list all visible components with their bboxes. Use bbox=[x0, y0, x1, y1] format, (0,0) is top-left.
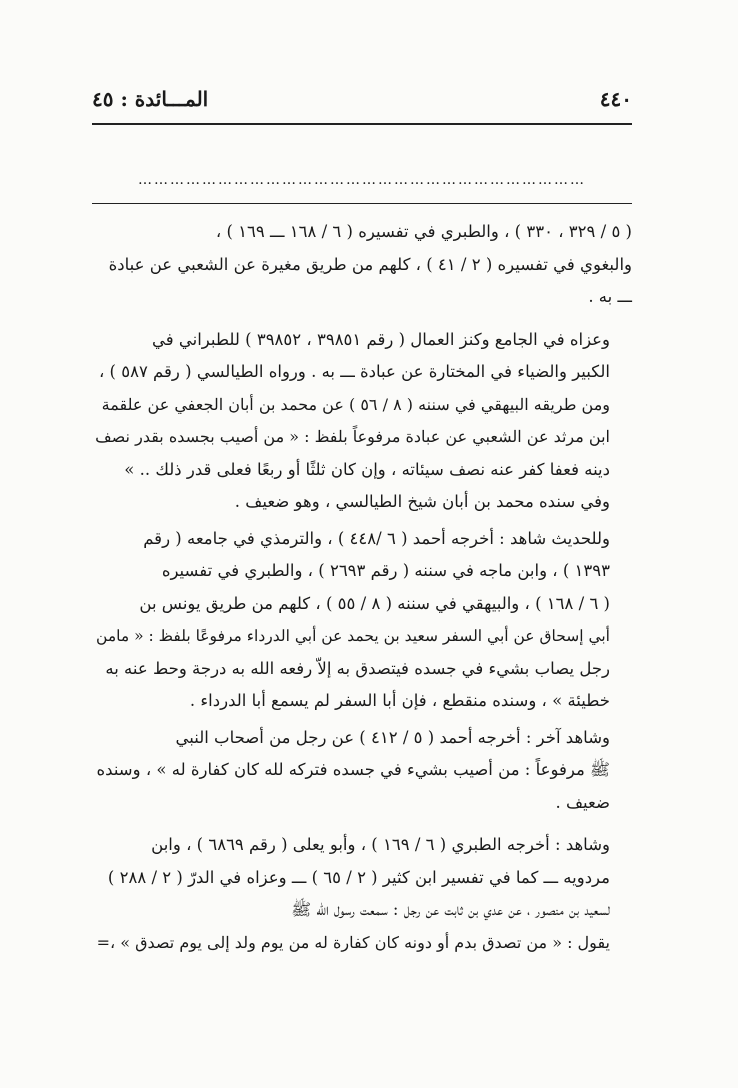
text-line: وشاهد آخر : أخرجه أحمد ( ٥ / ٤١٢ ) عن رجل من أصحاب النبي bbox=[175, 727, 610, 747]
text-line: ومن طريقه البيهقي في سننه ( ٨ / ٥٦ ) عن محمد بن أبان الجعفي عن علقمة bbox=[101, 394, 610, 414]
text-line: ـــ به . bbox=[588, 287, 632, 306]
page-header bbox=[92, 82, 632, 116]
text-line: ( ٦ / ١٦٨ ) ، والبيهقي في سننه ( ٨ / ٥٥ ) ، كلهم من طريق يونس بن bbox=[139, 593, 610, 613]
page-number: ٤٤٠ bbox=[599, 87, 632, 111]
text-line: مردويه ـــ كما في تفسير ابن كثير ( ٢ / ٦٥ ) ـــ وعزاه في الدرّ ( ٢ / ٢٨٨ ) bbox=[107, 867, 610, 887]
text-line: الكبير والضياء في المختارة عن عبادة ـــ به . ورواه الطيالسي ( رقم ٥٨٧ ) ، bbox=[98, 362, 610, 381]
text-line: لسعيد بن منصور ، عن عدي بن ثابت عن رجل : سمعت رسول الله ﷺ bbox=[291, 900, 610, 919]
text-line: وشاهد : أخرجه الطبري ( ٦ / ١٦٩ ) ، وأبو يعلى ( رقم ٦٨٦٩ ) ، وابن bbox=[151, 835, 610, 854]
header-rule bbox=[92, 123, 632, 125]
text-line: ابن مرثد عن الشعبي عن عبادة مرفوعاً بلفظ : « من أصيب بجسده بقدر نصف bbox=[95, 427, 610, 446]
text-line: أبي إسحاق عن أبي السفر سعيد بن يحمد عن أبي الدرداء مرفوعًا بلفظ : « مامن bbox=[96, 627, 610, 645]
text-line: دينه فعفا كفر عنه نصف سيئاته ، وإن كان ثلثًا أو ربعًا فعلى قدر ذلك .. » bbox=[124, 459, 610, 479]
footnote-rule bbox=[92, 203, 632, 204]
text-line: وفي سنده محمد بن أبان شيخ الطيالسي ، وهو ضعيف . bbox=[234, 492, 610, 511]
text-line: وعزاه في الجامع وكنز العمال ( رقم ٣٩٨٥١ ، ٣٩٨٥٢ ) للطبراني في bbox=[151, 329, 610, 349]
running-title: المـــائدة : ٤٥ bbox=[92, 87, 209, 111]
footnote-paragraph-2 bbox=[92, 324, 632, 519]
text-line: والبغوي في تفسيره ( ٢ / ٤١ ) ، كلهم من طريق مغيرة عن الشعبي عن عبادة bbox=[108, 254, 632, 274]
text-line: وللحديث شاهد : أخرجه أحمد ( ٦ /٤٤٨ ) ، والترمذي في جامعه ( رقم bbox=[143, 528, 610, 548]
text-line: ( ٥ / ٣٢٩ ، ٣٣٠ ) ، والطبري في تفسيره ( ٦ / ١٦٨ ـــ ١٦٩ ) ، bbox=[215, 222, 632, 241]
footnote-paragraph-5 bbox=[92, 829, 632, 959]
text-line: خطيئة » ، وسنده منقطع ، فإن أبا السفر لم يسمع أبا الدرداء . bbox=[189, 691, 610, 710]
footnote-paragraph-3 bbox=[92, 523, 632, 718]
footnote-paragraph-4 bbox=[92, 722, 632, 820]
text-line: ﷺ مرفوعاً : من أصيب بشيء في جسده فتركه لله كان كفارة له » ، وسنده bbox=[96, 760, 610, 779]
omitted-text-dots: ………………………………………………………………………… bbox=[138, 172, 586, 188]
text-line: رجل يصاب بشيء في جسده فيتصدق به إلاّ رفعه الله به درجة وحط عنه به bbox=[105, 658, 610, 678]
text-line: ١٣٩٣ ) ، وابن ماجه في سننه ( رقم ٢٦٩٣ ) ، والطبري في تفسيره bbox=[161, 561, 610, 580]
footnote-paragraph-1 bbox=[92, 216, 632, 314]
text-line: ضعيف . bbox=[555, 792, 610, 812]
footnote-body bbox=[92, 216, 632, 963]
text-line: يقول : « من تصدق بدم أو دونه كان كفارة له من يوم ولد إلى يوم تصدق » ،= bbox=[96, 932, 610, 952]
